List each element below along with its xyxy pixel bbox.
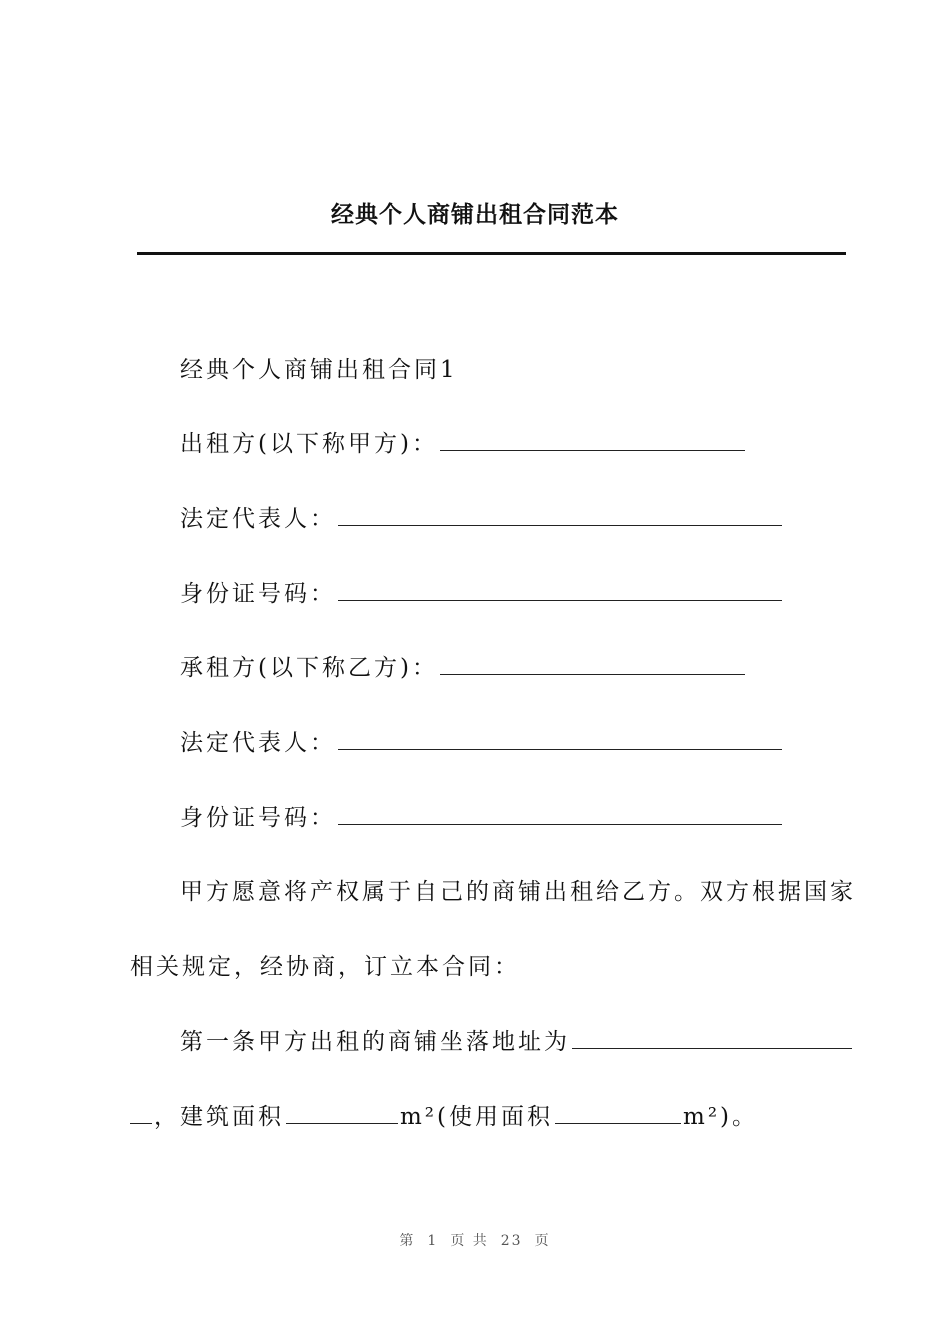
lessee-id-blank [338,800,782,825]
lessor-label: 出租方(以下称甲方)： [180,431,438,457]
article1-line-2 [130,1097,850,1137]
lessee-id-label: 身份证号码： [180,805,336,831]
usable-area-blank [555,1099,681,1124]
lessor-rep-blank [338,501,782,526]
address-blank-continued [130,1099,152,1124]
title-divider [137,252,846,255]
lessee-id-line [180,798,850,838]
page-footer [0,1230,950,1250]
lessee-rep-label: 法定代表人： [180,730,336,756]
building-area-blank [286,1099,398,1124]
article1-line-1 [180,1022,850,1062]
footer-middle: 页 共 [450,1233,489,1249]
intro-line-2: 相关规定，经协商，订立本合同： [130,954,520,980]
footer-page-number: 1 [427,1233,439,1249]
article1-text: 第一条甲方出租的商铺坐落地址为 [180,1029,570,1055]
lessee-rep-line [180,723,850,763]
lessee-rep-blank [338,725,782,750]
lessor-line [180,424,850,464]
building-area-label: ，建筑面积 [154,1104,284,1130]
usable-area-label: m²(使用面积 [400,1104,554,1130]
lessor-id-label: 身份证号码： [180,581,336,607]
footer-page-total: 23 [500,1233,523,1249]
lessee-line [180,648,850,688]
lessor-rep-label: 法定代表人： [180,506,336,532]
document-title: 经典个人商铺出租合同范本 [331,202,619,228]
footer-prefix: 第 [399,1233,416,1249]
footer-suffix: 页 [534,1233,551,1249]
address-blank [572,1024,852,1049]
lessor-id-line [180,574,850,614]
area-unit-close: m²)。 [683,1104,759,1130]
lessee-blank [440,650,745,675]
lessor-rep-line [180,499,850,539]
lessee-label: 承租方(以下称乙方)： [180,655,438,681]
intro-line-1: 甲方愿意将产权属于自己的商铺出租给乙方。双方根据国家 [180,879,856,905]
contract-heading: 经典个人商铺出租合同1 [180,357,458,383]
lessor-blank [440,426,745,451]
lessor-id-blank [338,576,782,601]
